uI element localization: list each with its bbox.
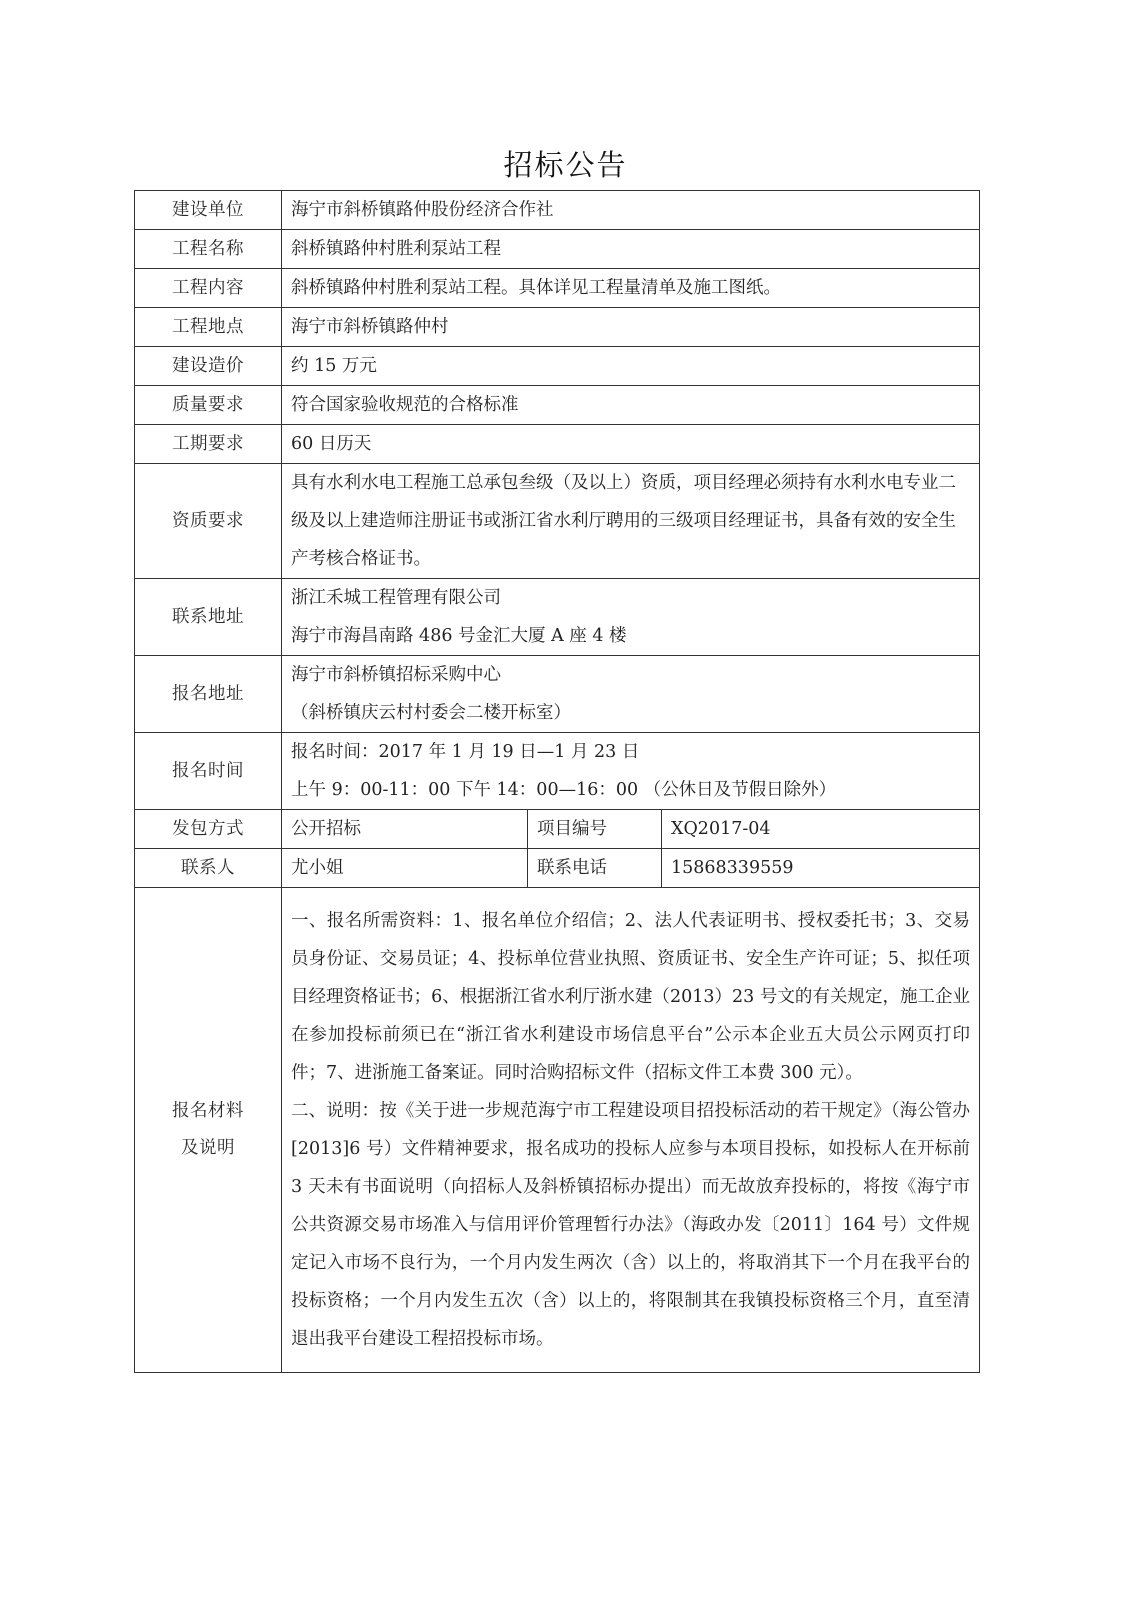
table-row <box>135 464 980 579</box>
row-value: 符合国家验收规范的合格标准 <box>282 386 980 425</box>
address-line: 海宁市海昌南路 486 号金汇大厦 A 座 4 楼 <box>291 626 627 646</box>
row-value: 尤小姐 <box>282 849 528 888</box>
row-value: 15868339559 <box>662 849 980 888</box>
row-value <box>282 733 980 810</box>
row-label: 报名地址 <box>135 656 282 733</box>
row-value: 斜桥镇路仲村胜利泵站工程。具体详见工程量清单及施工图纸。 <box>282 269 980 308</box>
row-label: 建设单位 <box>135 191 282 230</box>
row-label: 工程地点 <box>135 308 282 347</box>
row-label: 联系地址 <box>135 579 282 656</box>
row-label: 资质要求 <box>135 464 282 579</box>
table-row <box>135 191 980 230</box>
row-value: XQ2017-04 <box>662 810 980 849</box>
table-row <box>135 733 980 810</box>
label-line: 及说明 <box>181 1138 235 1158</box>
table-row <box>135 888 980 1373</box>
row-value: 公开招标 <box>282 810 528 849</box>
time-line: 报名时间：2017 年 1 月 19 日—1 月 23 日 <box>291 742 640 762</box>
table-row <box>135 425 980 464</box>
table-row <box>135 269 980 308</box>
time-line: 上午 9：00-11：00 下午 14：00—16：00 （公休日及节假日除外） <box>291 780 837 800</box>
row-label: 建设造价 <box>135 347 282 386</box>
label-line: 报名材料 <box>172 1101 244 1121</box>
table-row <box>135 347 980 386</box>
row-label: 质量要求 <box>135 386 282 425</box>
row-value: 海宁市斜桥镇路仲村 <box>282 308 980 347</box>
address-line: （斜桥镇庆云村村委会二楼开标室） <box>291 703 571 723</box>
row-label: 工程名称 <box>135 230 282 269</box>
row-value: 约 15 万元 <box>282 347 980 386</box>
row-value: 具有水利水电工程施工总承包叁级（及以上）资质，项目经理必须持有水利水电专业二级及以上建造师注册证书或浙江省水利厅聘用的三级项目经理证书，具备有效的安全生产考核合格证书。 <box>282 464 980 579</box>
row-value <box>282 656 980 733</box>
table-row <box>135 386 980 425</box>
row-value: 海宁市斜桥镇路仲股份经济合作社 <box>282 191 980 230</box>
row-value <box>282 579 980 656</box>
row-label: 联系人 <box>135 849 282 888</box>
row-label: 工程内容 <box>135 269 282 308</box>
table-row <box>135 579 980 656</box>
table-row <box>135 656 980 733</box>
row-label <box>135 888 282 1373</box>
table-row <box>135 230 980 269</box>
materials-paragraph: 一、报名所需资料：1、报名单位介绍信；2、法人代表证明书、授权委托书；3、交易员身份证、交易员证；4、投标单位营业执照、资质证书、安全生产许可证；5、拟任项目经理资格证书；6、根据浙江省水利厅浙水建（2013）23 号文的有关规定，施工企业在参加投标前须已在“浙江省水利建设市场信息平台”公示本企业五大员公示网页打印件；7、进浙施工备案证。同时洽购招标文件（招标文件工本费 300 元）。 <box>291 911 971 1083</box>
row-label: 联系电话 <box>528 849 662 888</box>
explanation-paragraph: 二、说明：按《关于进一步规范海宁市工程建设项目招投标活动的若干规定》（海公管办[2013]6 号）文件精神要求，报名成功的投标人应参与本项目投标，如投标人在开标前 3 天未有书面说明（向招标人及斜桥镇招标办提出）而无故放弃投标的，将按《海宁市公共资源交易市场准入与信用评价管理暂行办法》（海政办发〔2011〕164 号）文件规定记入市场不良行为，一个月内发生两次（含）以上的，将取消其下一个月在我平台的投标资格；一个月内发生五次（含）以上的，将限制其在我镇投标资格三个月，直至清退出我平台建设工程招投标市场。 <box>291 1101 971 1349</box>
row-label: 发包方式 <box>135 810 282 849</box>
table-row <box>135 308 980 347</box>
notice-table <box>134 190 980 1373</box>
address-line: 浙江禾城工程管理有限公司 <box>291 588 501 608</box>
table-row <box>135 810 980 849</box>
row-label: 工期要求 <box>135 425 282 464</box>
row-value <box>282 888 980 1373</box>
page-title: 招标公告 <box>503 148 628 182</box>
row-value: 60 日历天 <box>282 425 980 464</box>
row-label: 报名时间 <box>135 733 282 810</box>
row-value: 斜桥镇路仲村胜利泵站工程 <box>282 230 980 269</box>
row-label: 项目编号 <box>528 810 662 849</box>
address-line: 海宁市斜桥镇招标采购中心 <box>291 665 501 685</box>
table-row <box>135 849 980 888</box>
